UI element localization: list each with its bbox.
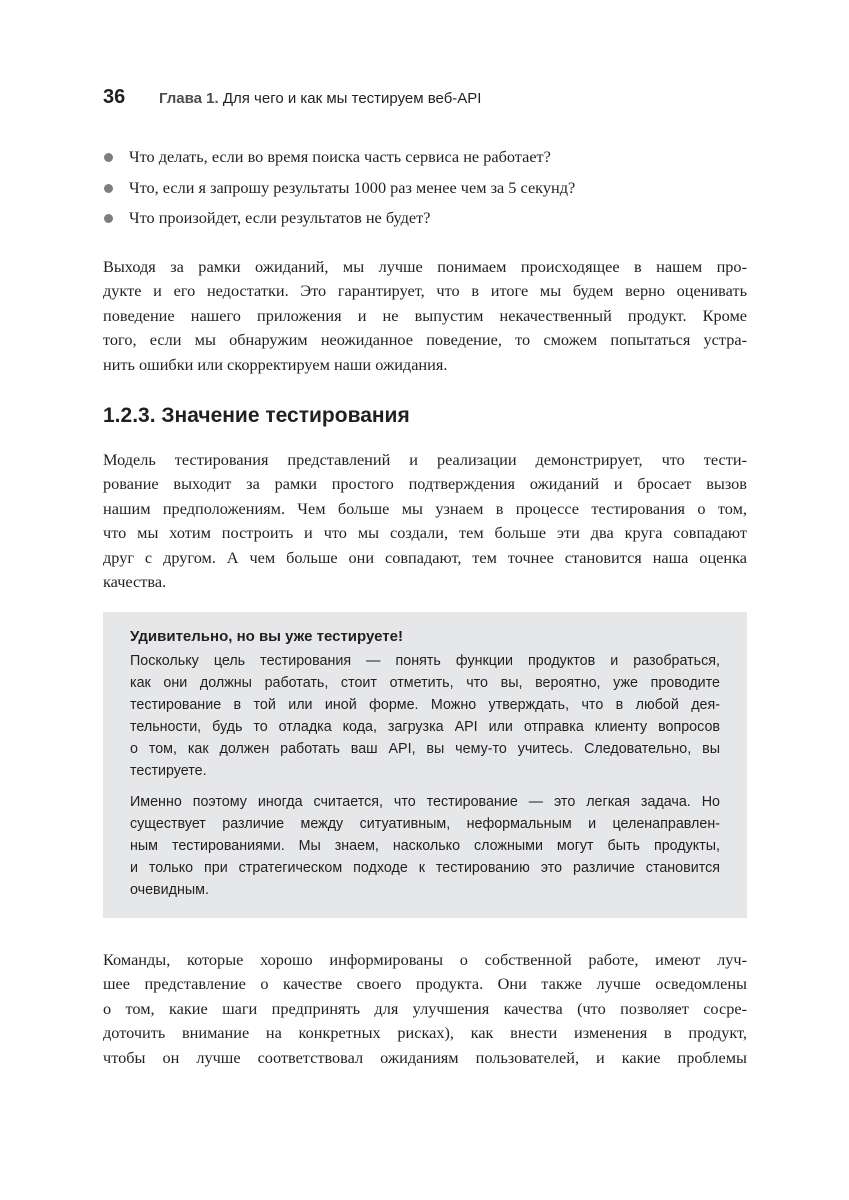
running-head bbox=[103, 86, 747, 112]
section-heading: 1.2.3. Значение тестирования bbox=[103, 404, 410, 427]
text-line: друг с другом. А чем больше они совпадают, тем точнее становится наша оценка bbox=[103, 547, 747, 567]
text-line: о том, как должен работать ваш API, вы чему-то учитесь. Следовательно, вы bbox=[130, 741, 720, 757]
text-line: Модель тестирования представлений и реализации демонстрирует, что тести- bbox=[103, 450, 747, 469]
body-paragraph bbox=[103, 255, 747, 377]
list-item bbox=[103, 206, 747, 237]
bullet-icon bbox=[104, 184, 113, 193]
page-number: 36 bbox=[103, 86, 126, 108]
text-line: Команды, которые хорошо информированы о собственной работе, имеют луч- bbox=[103, 950, 747, 969]
list-item-text: Что произойдет, если результатов не будет? bbox=[129, 208, 431, 227]
text-line: доточить внимание на конкретных рисках), как внести изменения в продукт, bbox=[103, 1023, 747, 1043]
question-list bbox=[103, 145, 747, 237]
text-line: тестируете. bbox=[130, 763, 207, 779]
sidebar-paragraph bbox=[130, 650, 720, 782]
text-line: поведение нашего приложения и не выпустим некачественный продукт. Кроме bbox=[103, 305, 747, 325]
text-line: очевидным. bbox=[130, 882, 209, 898]
text-line: того, если мы обнаружим неожиданное поведение, то сможем попытаться устра- bbox=[103, 330, 747, 350]
text-line: тестирование в той или иной форме. Можно утверждать, что в любой дея- bbox=[130, 697, 720, 713]
chapter-title-text: Для чего и как мы тестируем веб-API bbox=[218, 90, 482, 107]
text-line: что мы хотим построить и что мы создали, тем больше эти два круга совпадают bbox=[103, 523, 747, 543]
sidebar-paragraph bbox=[130, 791, 720, 901]
body-paragraph bbox=[103, 948, 747, 1070]
text-line: шее представление о качестве своего продукта. Они также лучше осведомлены bbox=[103, 974, 747, 994]
list-item-text: Что, если я запрошу результаты 1000 раз менее чем за 5 секунд? bbox=[129, 177, 576, 197]
text-line: Именно поэтому иногда считается, что тестирование — это легкая задача. Но bbox=[130, 794, 720, 810]
chapter-title bbox=[159, 90, 481, 107]
text-line: дукте и его недостатки. Это гарантирует, что в итоге мы будем верно оценивать bbox=[103, 281, 747, 301]
text-line: нашим предположениям. Чем больше мы узнаем в процессе тестирования о том, bbox=[103, 498, 747, 518]
text-line: качества. bbox=[103, 571, 167, 591]
text-line: как они должны работать, стоит отметить, что вы, вероятно, уже проводите bbox=[130, 675, 720, 691]
list-item-text: Что делать, если во время поиска часть сервиса не работает? bbox=[129, 147, 551, 166]
body-paragraph bbox=[103, 448, 747, 594]
text-line: и только при стратегическом подходе к тестированию это различие становится bbox=[130, 860, 720, 876]
text-line: рование выходит за рамки простого подтверждения ожиданий и бросает вызов bbox=[103, 474, 747, 494]
text-line: чтобы он лучше соответствовал ожиданиям пользователей, и какие проблемы bbox=[103, 1047, 747, 1067]
text-line: Выходя за рамки ожиданий, мы лучше понимаем происходящее в нашем про- bbox=[103, 257, 747, 276]
text-line: нить ошибки или скорректируем наши ожидания. bbox=[103, 354, 448, 374]
text-line: о том, какие шаги предпринять для улучшения качества (что позволяет сосре- bbox=[103, 998, 747, 1018]
list-item bbox=[103, 176, 747, 207]
text-line: Поскольку цель тестирования — понять функции продуктов и разобраться, bbox=[130, 653, 720, 669]
sidebar-box bbox=[103, 612, 747, 918]
text-line: ным тестированиями. Мы знаем, насколько сложными могут быть продукты, bbox=[130, 838, 720, 854]
bullet-icon bbox=[104, 214, 113, 223]
bullet-icon bbox=[104, 153, 113, 162]
text-line: существует различие между ситуативным, неформальным и целенаправлен- bbox=[130, 816, 720, 832]
text-line: тельности, будь то отладка кода, загрузка API или отправка клиенту вопросов bbox=[130, 719, 720, 735]
chapter-label: Глава 1. bbox=[159, 90, 219, 107]
list-item bbox=[103, 145, 747, 176]
sidebar-title: Удивительно, но вы уже тестируете! bbox=[130, 628, 403, 645]
